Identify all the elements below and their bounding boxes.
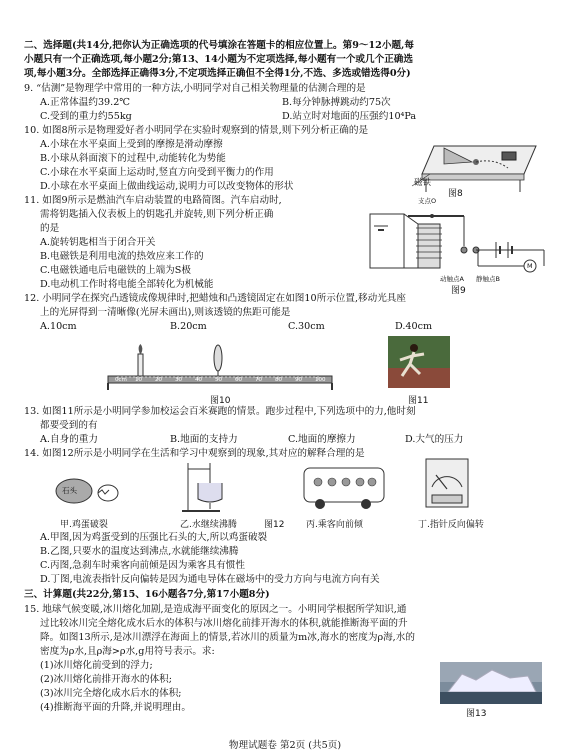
ruler-label: 0cm <box>115 377 127 383</box>
figure-13-glacier-photo <box>440 662 542 704</box>
q15-part3: (3)冰川完全熔化成水后水的体积; <box>40 688 182 699</box>
q9-option-b: B.每分钟脉搏跳动约75次 <box>282 97 391 108</box>
q10-stem: 10. 如图8所示是物理爱好者小明同学在实验时观察到的情景,则下列分析正确的是 <box>24 125 369 136</box>
figure-11-caption: 图11 <box>408 396 429 406</box>
q15-part4: (4)推断海平面的升降,并说明理由。 <box>40 702 191 713</box>
figure-12-caption: 图12 <box>264 520 285 530</box>
q11-option-a: A.旋转钥匙相当于闭合开关 <box>40 237 156 248</box>
q10-option-b: B.小球从斜面滚下的过程中,动能转化为势能 <box>40 153 226 164</box>
figure-12-stone-label: 石头 <box>62 486 77 495</box>
figure-11-runner-photo <box>388 336 450 388</box>
q13-option-a: A.自身的重力 <box>40 434 98 445</box>
q9-option-a: A.正常体温约39.2℃ <box>40 97 131 108</box>
figure-12-caption-d: 丁.指针反向偏转 <box>418 520 484 530</box>
figure-8-caption: 图8 <box>448 189 463 199</box>
q10-option-c: C.小球在水平桌面上运动时,竖直方向受到平衡力的作用 <box>40 167 274 178</box>
q11-option-c: C.电磁铁通电后电磁铁的上端为S极 <box>40 265 191 276</box>
section2-header-line2: 小题只有一个正确选项,每小题2分;第13、14小题为不定项选择,每小题有一个或几个正确选 <box>24 54 413 65</box>
figure-12-caption-c: 丙.乘客向前倾 <box>306 520 363 530</box>
figure-10-caption: 图10 <box>210 396 231 406</box>
q9-option-c: C.受到的重力约55kg <box>40 111 132 122</box>
q12-stem-line2: 上的光屏得到一清晰像(光屏未画出),则该透镜的焦距可能是 <box>40 307 291 318</box>
q15-line3: 降。如图13所示,是冰川漂浮在海面上的情景,若冰川的质量为m冰,海水的密度为ρ海,水的 <box>40 632 415 643</box>
ruler-label: 70 <box>255 377 262 383</box>
ruler-label: 80 <box>275 377 282 383</box>
q13-stem-line2: 都要受到的有 <box>40 420 98 431</box>
figure-12-caption-b: 乙.水继续沸腾 <box>180 520 237 530</box>
q9-option-d: D.站立时对地面的压强约10⁴Pa <box>282 111 417 122</box>
q11-stem-line2: 需将钥匙插入仪表板上的钥匙孔并旋转,则下列分析正确 <box>40 209 274 220</box>
q15-line4: 密度为ρ水,且ρ海>ρ水,g用符号表示。求: <box>40 646 215 657</box>
q15-part2: (2)冰川熔化前排开海水的体积; <box>40 674 172 685</box>
q11-stem-line3: 的是 <box>40 223 60 234</box>
figure-13-caption: 图13 <box>466 709 487 719</box>
figure-10-optical-bench <box>104 342 336 392</box>
q13-stem-line1: 13. 如图11所示是小明同学参加校运会百米赛跑的情景。跑步过程中,下列选项中的力,他时刻 <box>24 406 416 417</box>
q10-option-d: D.小球在水平桌面上做曲线运动,说明力可以改变物体的形状 <box>40 181 294 192</box>
q12-option-b: B.20cm <box>170 321 207 332</box>
figure-12-caption-a: 甲.鸡蛋破裂 <box>60 520 108 530</box>
section2-header-line1: 二、选择题(共14分,把你认为正确选项的代号填涂在答题卡的相应位置上。第9～12小题,每 <box>24 40 414 51</box>
ruler-label: 30 <box>175 377 182 383</box>
ruler-label: 50 <box>215 377 222 383</box>
figure-9-static-contact-label: 静触点B <box>476 275 500 283</box>
q12-option-a: A.10cm <box>40 321 77 332</box>
q14-option-d: D.丁图,电流表指针反向偏转是因为通电导体在磁场中的受力方向与电流方向有关 <box>40 574 380 585</box>
figure-8-ramp-ball <box>404 134 544 200</box>
figure-12-boiling-water <box>180 459 240 515</box>
figure-12-ammeter <box>424 457 470 513</box>
figure-9-motor-label: M <box>527 262 533 270</box>
ruler-label: 100 <box>315 377 326 383</box>
q11-stem-line1: 11. 如图9所示是燃油汽车启动装置的电路简图。汽车启动时, <box>24 195 282 206</box>
q13-option-d: D.大气的压力 <box>405 434 464 445</box>
q15-part1: (1)冰川熔化前受到的浮力; <box>40 660 153 671</box>
section3-header: 三、计算题(共22分,第15、16小题各7分,第17小题8分) <box>24 589 270 600</box>
q10-option-a: A.小球在水平桌面上受到的摩擦是滑动摩擦 <box>40 139 223 150</box>
q15-line1: 15. 地球气候变暖,冰川熔化加剧,是造成海平面变化的原因之一。小明同学根据所学知识,通 <box>24 604 407 615</box>
q14-stem: 14. 如图12所示是小明同学在生活和学习中观察到的现象,其对应的解释合理的是 <box>24 448 365 459</box>
q11-option-d: D.电动机工作时将电能全部转化为机械能 <box>40 279 214 290</box>
figure-12-bus-passengers <box>300 462 390 512</box>
q9-stem: 9. “估测”是物理学中常用的一种方法,小明同学对自己相关物理量的估测合理的是 <box>24 83 366 94</box>
q11-option-b: B.电磁铁是利用电流的热效应来工作的 <box>40 251 204 262</box>
q14-option-b: B.乙图,只要水的温度达到沸点,水就能继续沸腾 <box>40 546 239 557</box>
q14-option-c: C.丙图,急刹车时乘客向前倾是因为乘客具有惯性 <box>40 560 245 571</box>
q13-option-c: C.地面的摩擦力 <box>288 434 356 445</box>
section2-header-line3: 项,每小题3分。全部选择正确得3分,不定项选择正确但不全得1分,不选、多选或错选得0分) <box>24 68 411 79</box>
ruler-label: 60 <box>235 377 242 383</box>
figure-9-caption: 图9 <box>451 286 466 296</box>
q15-line2: 过比较冰川完全熔化成水后水的体积与冰川熔化前排开海水的体积,就能推断海平面的升 <box>40 618 408 629</box>
page-footer: 物理试题卷 第2页 (共5页) <box>228 740 342 751</box>
q14-option-a: A.甲图,因为鸡蛋受到的压强比石头的大,所以鸡蛋破裂 <box>40 532 268 543</box>
ruler-label: 40 <box>195 377 202 383</box>
figure-8-magnet-label: 磁铁 <box>414 178 432 188</box>
ruler-label: 20 <box>155 377 162 383</box>
figure-9-moving-contact-label: 动触点A <box>440 275 464 283</box>
q12-option-c: C.30cm <box>288 321 325 332</box>
ruler-label: 90 <box>295 377 302 383</box>
ruler-label: 10 <box>135 377 142 383</box>
q13-option-b: B.地面的支持力 <box>170 434 238 445</box>
q12-option-d: D.40cm <box>395 321 433 332</box>
q12-stem-line1: 12. 小明同学在探究凸透镜成像规律时,把蜡烛和凸透镜固定在如图10所示位置,移动光具座 <box>24 293 406 304</box>
figure-9-pivot-label: 支点O <box>418 197 437 205</box>
